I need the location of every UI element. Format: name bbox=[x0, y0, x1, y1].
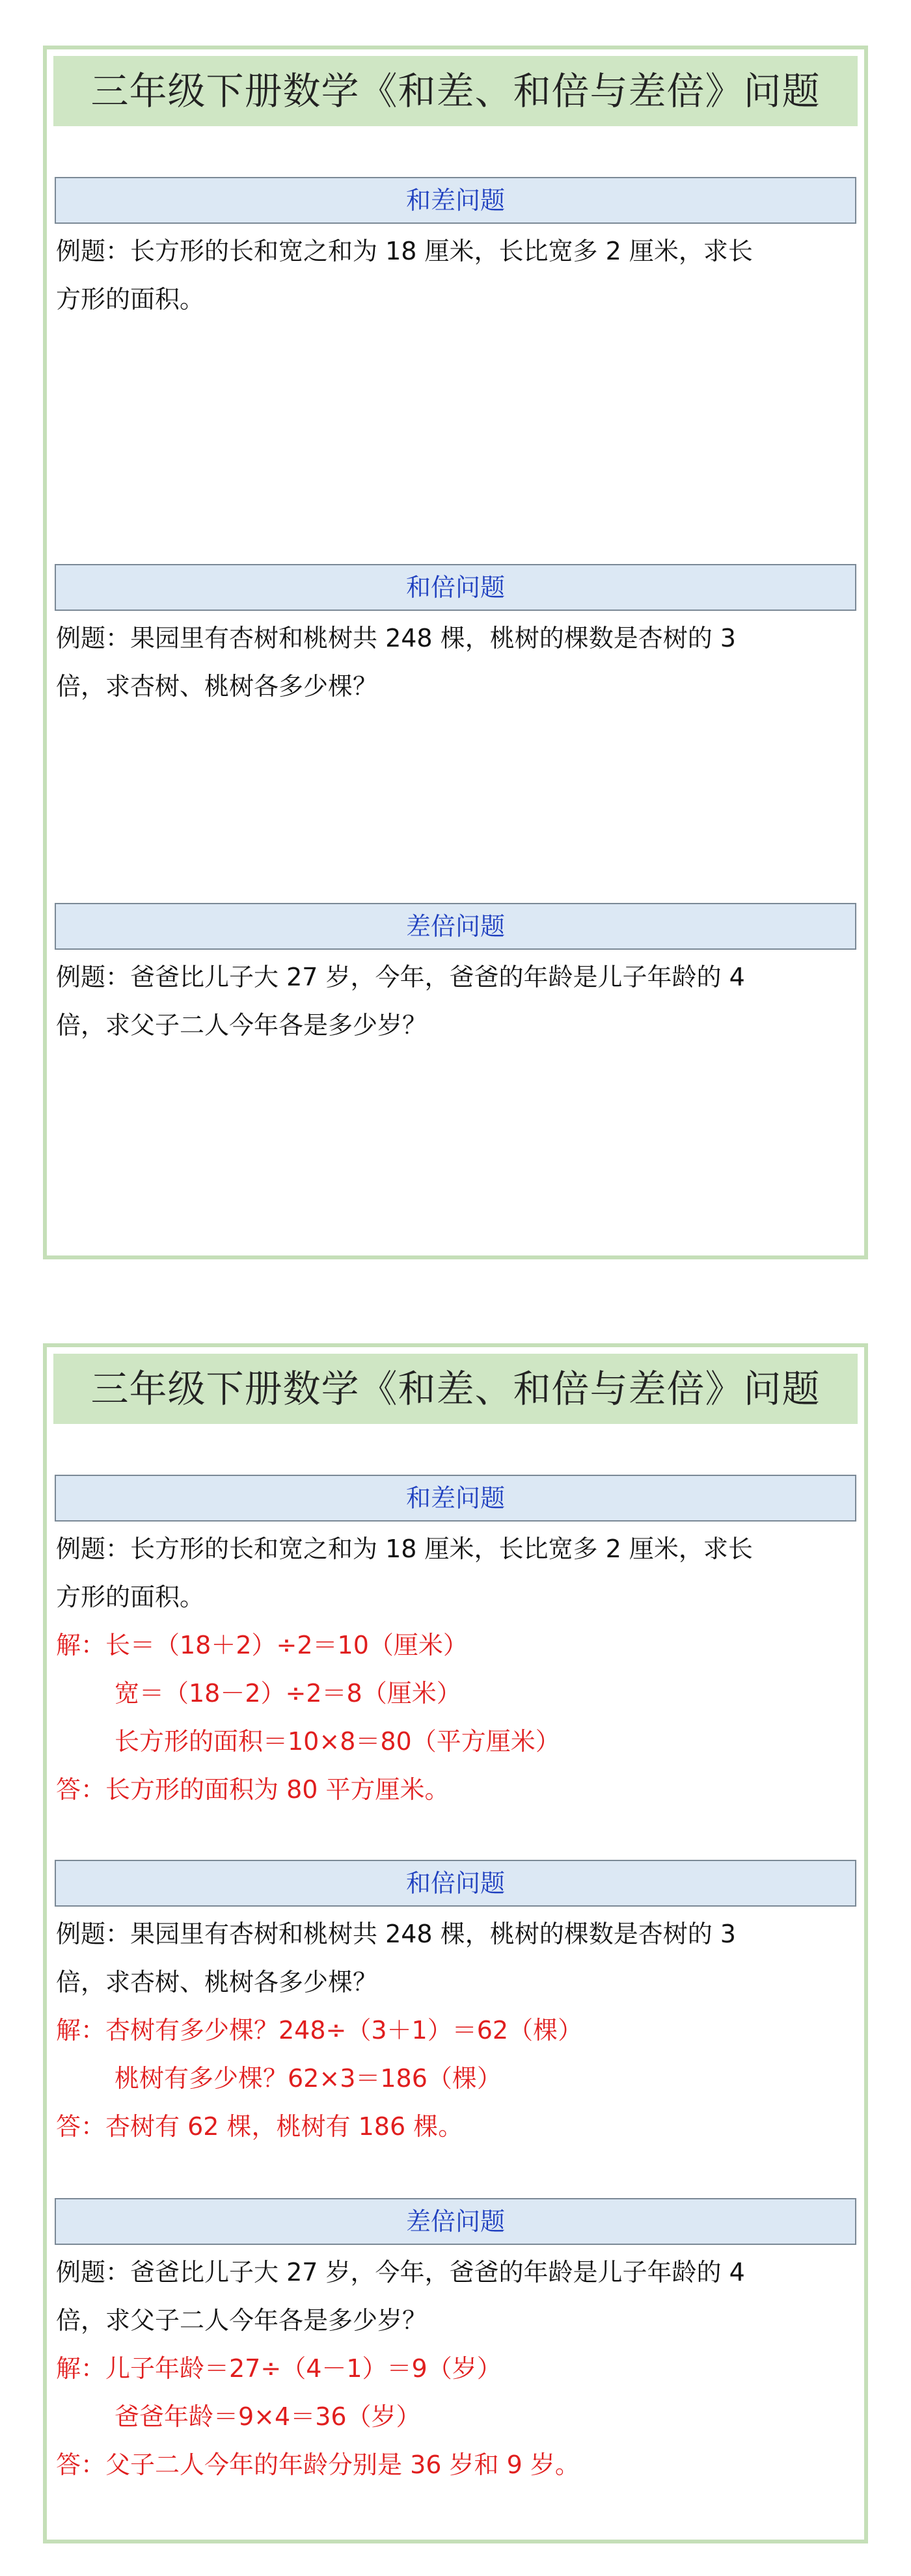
page-title: 三年级下册数学《和差、和倍与差倍》问题 bbox=[90, 69, 821, 113]
section-heading-sum-difference: 和差问题 bbox=[55, 1475, 856, 1522]
section-heading-difference-multiple: 差倍问题 bbox=[55, 2198, 856, 2245]
question-line: 例题：爸爸比儿子大 27 岁，今年，爸爸的年龄是儿子年龄的 4 bbox=[56, 963, 745, 991]
answer-line: 答：长方形的面积为 80 平方厘米。 bbox=[56, 1775, 450, 1804]
question-line: 例题：爸爸比儿子大 27 岁，今年，爸爸的年龄是儿子年龄的 4 bbox=[56, 2258, 745, 2287]
section-heading-sum-multiple: 和倍问题 bbox=[55, 1860, 856, 1907]
solution-line: 桃树有多少棵？62×3＝186（棵） bbox=[115, 2064, 502, 2093]
question-line: 例题：果园里有杏树和桃树共 248 棵，桃树的棵数是杏树的 3 bbox=[56, 624, 736, 652]
question-line: 倍，求父子二人今年各是多少岁？ bbox=[56, 1011, 428, 1040]
question-line: 倍，求杏树、桃树各多少棵？ bbox=[56, 672, 378, 701]
solution-line: 爸爸年龄＝9×4＝36（岁） bbox=[115, 2402, 421, 2431]
question-line: 例题：果园里有杏树和桃树共 248 棵，桃树的棵数是杏树的 3 bbox=[56, 1920, 736, 1948]
section-heading-sum-multiple: 和倍问题 bbox=[55, 564, 856, 611]
question-line: 方形的面积。 bbox=[56, 285, 205, 314]
section-heading-sum-difference: 和差问题 bbox=[55, 177, 856, 224]
solution-line: 解：儿子年龄＝27÷（4－1）＝9（岁） bbox=[56, 2354, 502, 2383]
solution-line: 长方形的面积＝10×8＝80（平方厘米） bbox=[115, 1727, 560, 1756]
solution-line: 宽＝（18－2）÷2＝8（厘米） bbox=[115, 1679, 461, 1708]
worksheet-page-questions bbox=[43, 46, 868, 1259]
worksheet-page-answers bbox=[43, 1343, 868, 2543]
solution-line: 解：长＝（18＋2）÷2＝10（厘米） bbox=[56, 1631, 468, 1659]
question-line: 倍，求杏树、桃树各多少棵？ bbox=[56, 1968, 378, 1996]
answer-line: 答：父子二人今年的年龄分别是 36 岁和 9 岁。 bbox=[56, 2450, 580, 2479]
solution-line: 解：杏树有多少棵？248÷（3＋1）＝62（棵） bbox=[56, 2016, 583, 2045]
page-title: 三年级下册数学《和差、和倍与差倍》问题 bbox=[90, 1367, 821, 1411]
section-heading-difference-multiple: 差倍问题 bbox=[55, 903, 856, 950]
question-line: 倍，求父子二人今年各是多少岁？ bbox=[56, 2306, 428, 2335]
answer-line: 答：杏树有 62 棵，桃树有 186 棵。 bbox=[56, 2112, 463, 2141]
question-line: 方形的面积。 bbox=[56, 1583, 205, 1611]
question-line: 例题：长方形的长和宽之和为 18 厘米，长比宽多 2 厘米，求长 bbox=[56, 1535, 753, 1563]
question-line: 例题：长方形的长和宽之和为 18 厘米，长比宽多 2 厘米，求长 bbox=[56, 237, 753, 265]
